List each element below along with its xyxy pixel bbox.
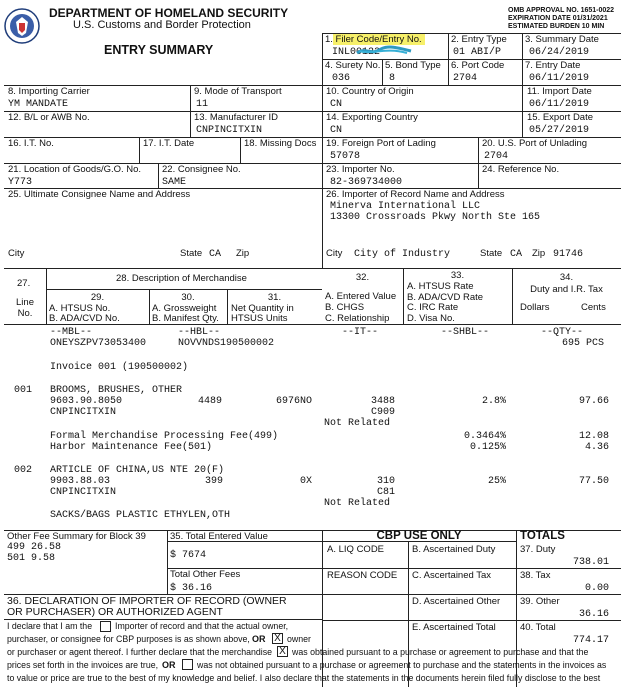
fee-hmf-rate[interactable]: 0.125% bbox=[469, 442, 506, 453]
declaration-line-1a: I declare that I am the bbox=[7, 621, 93, 631]
entry-type-label: 2. Entry Type bbox=[451, 34, 507, 45]
line-001-gross[interactable]: 4489 bbox=[198, 396, 223, 407]
port-code-label: 6. Port Code bbox=[451, 60, 505, 71]
uc-zip-label: Zip bbox=[236, 248, 250, 259]
line-002-subdesc: SACKS/BAGS PLASTIC ETHYLEN,OTH bbox=[50, 510, 231, 521]
redaction-scribble bbox=[355, 45, 413, 57]
it-no-label: 16. I.T. No. bbox=[8, 138, 54, 149]
col-29a-label: A. HTSUS No. bbox=[49, 303, 111, 314]
line-002-desc: ARTICLE OF CHINA,US NTE 20(F) bbox=[50, 465, 225, 476]
ior-state-label: State bbox=[480, 248, 503, 259]
grand-total-value[interactable]: 774.17 bbox=[572, 635, 609, 646]
col-28-label: 28. Description of Merchandise bbox=[116, 273, 247, 284]
total-other-fees-label: Total Other Fees bbox=[170, 569, 241, 580]
line-001-hts[interactable]: 9603.90.8050 bbox=[50, 396, 123, 407]
line-002-net[interactable]: 0X bbox=[300, 476, 313, 487]
line-001-mfr: CNPINCITXIN bbox=[50, 407, 117, 418]
line-002-no: 002 bbox=[14, 465, 33, 476]
line-001-value[interactable]: 3488 bbox=[370, 396, 395, 407]
col-line-label: Line bbox=[16, 297, 34, 308]
declaration-line-5: to value or price are true to the best of my knowledge and belief. I also declare that the statements in the documents herein filed fully disclose to the best bbox=[7, 673, 601, 683]
declaration-line-1b: Importer of record and that the actual owner, bbox=[115, 621, 289, 631]
entry-date-label: 7. Entry Date bbox=[525, 60, 581, 71]
ior-state-value[interactable]: CA bbox=[510, 249, 523, 260]
shbl-heading: --SHBL-- bbox=[441, 327, 490, 338]
other-total-label: 39. Other bbox=[520, 596, 560, 607]
ascertained-duty-label: B. Ascertained Duty bbox=[412, 544, 496, 555]
bl-awb-label: 12. B/L or AWB No. bbox=[8, 112, 90, 123]
mode-of-transport-value[interactable]: 11 bbox=[196, 99, 209, 110]
invoice-line: Invoice 001 (190500002) bbox=[50, 362, 189, 373]
declaration-line-3a: or purchaser or agent thereof. I further declare that the merchandise bbox=[7, 647, 273, 657]
importer-checkbox[interactable] bbox=[100, 621, 111, 632]
surety-no-label: 4. Surety No. bbox=[325, 60, 381, 71]
import-date-label: 11. Import Date bbox=[527, 86, 592, 97]
qty-value[interactable]: 695 PCS bbox=[562, 338, 605, 349]
ascertained-other-label: D. Ascertained Other bbox=[412, 596, 501, 607]
ultimate-consignee-label: 25. Ultimate Consignee Name and Address bbox=[8, 189, 191, 200]
col-33b-label: B. ADA/CVD Rate bbox=[407, 292, 484, 303]
fee-mpf-desc: Formal Merchandise Processing Fee(499) bbox=[50, 431, 279, 442]
col-29-label: 29. bbox=[90, 292, 105, 303]
col-30b-label: B. Manifest Qty. bbox=[152, 313, 219, 324]
ior-city-value[interactable]: City of Industry bbox=[354, 249, 451, 260]
col-31a-label: Net Quantity in bbox=[231, 303, 294, 314]
total-entered-value-label: 35. Total Entered Value bbox=[170, 531, 268, 542]
manufacturer-id-value[interactable]: CNPINCITXIN bbox=[196, 125, 263, 136]
ior-zip-label: Zip bbox=[532, 248, 546, 259]
col-30a-label: A. Grossweight bbox=[152, 303, 217, 314]
qty-heading: --QTY-- bbox=[541, 327, 584, 338]
mode-of-transport-label: 9. Mode of Transport bbox=[194, 86, 282, 97]
country-of-origin-label: 10. Country of Origin bbox=[326, 86, 414, 97]
owner-checkbox[interactable]: X bbox=[272, 633, 283, 644]
col-33a-label: A. HTSUS Rate bbox=[407, 281, 474, 292]
form-title: ENTRY SUMMARY bbox=[104, 43, 214, 57]
col-no-label: No. bbox=[17, 308, 33, 319]
ior-address-value[interactable]: 13300 Crossroads Pkwy North Ste 165 bbox=[330, 212, 541, 223]
port-code-value[interactable]: 2704 bbox=[453, 73, 478, 84]
agency-name: DEPARTMENT OF HOMELAND SECURITY bbox=[49, 6, 289, 20]
col-34-title: Duty and I.R. Tax bbox=[530, 284, 603, 295]
ascertained-tax-label: C. Ascertained Tax bbox=[412, 570, 492, 581]
declaration-line-3b: was obtained pursuant to a purchase or agreement to purchase and that the bbox=[292, 647, 589, 657]
ascertained-total-label: E. Ascertained Total bbox=[412, 622, 496, 633]
declaration-line-2: purchaser, or consignee for CBP purposes is as shown above, bbox=[7, 634, 250, 644]
dhs-seal-icon bbox=[4, 8, 40, 44]
col-dollars-label: Dollars bbox=[520, 302, 550, 313]
manufacturer-id-label: 13. Manufacturer ID bbox=[194, 112, 278, 123]
fee-hmf-amount[interactable]: 4.36 bbox=[584, 442, 609, 453]
line-001-duty[interactable]: 97.66 bbox=[578, 396, 609, 407]
foreign-port-value[interactable]: 57078 bbox=[330, 151, 361, 162]
total-other-fees-value[interactable]: $ 36.16 bbox=[170, 583, 213, 594]
fee-hmf-desc: Harbor Maintenance Fee(501) bbox=[50, 442, 213, 453]
declaration-heading-2: OR PURCHASER) OR AUTHORIZED AGENT bbox=[7, 606, 223, 618]
line-002-hts[interactable]: 9903.88.03 bbox=[50, 476, 111, 487]
totals-heading: TOTALS bbox=[520, 530, 565, 542]
exporting-country-label: 14. Exporting Country bbox=[326, 112, 418, 123]
col-cents-label: Cents bbox=[581, 302, 606, 313]
entry-type-value[interactable]: 01 ABI/P bbox=[453, 47, 502, 58]
missing-docs-label: 18. Missing Docs bbox=[244, 138, 317, 149]
declaration-line-4a: prices set forth in the invoices are true, bbox=[7, 660, 159, 670]
line-001-chgs[interactable]: C909 bbox=[370, 407, 395, 418]
col-33d-label: D. Visa No. bbox=[407, 313, 455, 324]
uc-state-value[interactable]: CA bbox=[209, 249, 222, 260]
or-text-2: OR bbox=[162, 660, 176, 670]
consignee-no-value[interactable]: SAME bbox=[162, 177, 187, 188]
duty-total-label: 37. Duty bbox=[520, 544, 556, 555]
line-001-net[interactable]: 6976NO bbox=[276, 396, 313, 407]
line-001-no: 001 bbox=[14, 385, 33, 396]
importing-carrier-label: 8. Importing Carrier bbox=[8, 86, 90, 97]
import-date-value[interactable]: 06/11/2019 bbox=[529, 99, 590, 110]
line-001-relationship[interactable]: Not Related bbox=[324, 418, 391, 429]
col-33-label: 33. bbox=[450, 270, 465, 281]
uc-state-label: State bbox=[180, 248, 203, 259]
line-002-mfr: CNPINCITXIN bbox=[50, 487, 117, 498]
col-32c-label: C. Relationship bbox=[325, 313, 390, 324]
summary-date-label: 3. Summary Date bbox=[525, 34, 599, 45]
filer-code-value[interactable]: INL00122 bbox=[332, 47, 381, 58]
line-001-desc: BROOMS, BRUSHES, OTHER bbox=[50, 385, 183, 396]
entry-date-value[interactable]: 06/11/2019 bbox=[529, 73, 590, 84]
total-entered-value[interactable]: $ 7674 bbox=[170, 550, 207, 561]
col-29b-label: B. ADA/CVD No. bbox=[49, 313, 120, 324]
reason-code-label: REASON CODE bbox=[327, 570, 398, 581]
col-32-label: 32. bbox=[355, 272, 370, 283]
other-fee-summary-label: Other Fee Summary for Block 39 bbox=[7, 531, 146, 542]
duty-total-value[interactable]: 738.01 bbox=[572, 557, 609, 568]
fee-mpf-amount[interactable]: 12.08 bbox=[578, 431, 609, 442]
export-date-label: 15. Export Date bbox=[527, 112, 594, 123]
other-total-value[interactable]: 36.16 bbox=[578, 609, 609, 620]
line-001-rate[interactable]: 2.8% bbox=[481, 396, 506, 407]
consignee-no-label: 22. Consignee No. bbox=[162, 164, 241, 175]
cbp-use-only-heading: CBP USE ONLY bbox=[376, 530, 462, 542]
liq-code-label: A. LIQ CODE bbox=[327, 544, 385, 555]
omb-line-1: OMB APPROVAL NO. 1651-0022 bbox=[508, 7, 615, 14]
importer-no-value[interactable]: 82-369734000 bbox=[330, 177, 403, 188]
or-text-1: OR bbox=[252, 634, 266, 644]
reference-no-label: 24. Reference No. bbox=[482, 164, 560, 175]
export-date-value[interactable]: 05/27/2019 bbox=[529, 125, 590, 136]
owner-label: owner bbox=[287, 634, 311, 644]
col-31b-label: HTSUS Units bbox=[231, 313, 288, 324]
col-34-label: 34. bbox=[559, 272, 574, 283]
country-of-origin-value[interactable]: CN bbox=[330, 99, 343, 110]
surety-no-value[interactable]: 036 bbox=[332, 73, 351, 84]
it-date-label: 17. I.T. Date bbox=[143, 138, 195, 149]
other-fee-499[interactable]: 499 26.58 bbox=[7, 542, 62, 553]
hbl-heading: --HBL-- bbox=[178, 327, 221, 338]
uc-city-label: City bbox=[8, 248, 25, 259]
foreign-port-label: 19. Foreign Port of Lading bbox=[326, 138, 436, 149]
obtained-purchase-checkbox[interactable]: X bbox=[277, 646, 288, 657]
other-fee-501[interactable]: 501 9.58 bbox=[7, 553, 56, 564]
declaration-heading-1: 36. DECLARATION OF IMPORTER OF RECORD (OWNER bbox=[7, 595, 287, 607]
summary-date-value[interactable]: 06/24/2019 bbox=[529, 47, 590, 58]
location-of-goods-label: 21. Location of Goods/G.O. No. bbox=[8, 164, 142, 175]
us-port-label: 20. U.S. Port of Unlading bbox=[482, 138, 588, 149]
line-002-gross[interactable]: 399 bbox=[205, 476, 224, 487]
declaration-line-4b: was not obtained pursuant to a purchase or agreement to purchase and the statements in the invoices as bbox=[197, 660, 607, 670]
subagency-name: U.S. Customs and Border Protection bbox=[73, 19, 251, 31]
it-heading: --IT-- bbox=[342, 327, 379, 338]
col-33c-label: C. IRC Rate bbox=[407, 302, 459, 313]
line-002-value[interactable]: 310 bbox=[376, 476, 395, 487]
ior-city-label: City bbox=[326, 248, 343, 259]
col-32a-label: A. Entered Value bbox=[325, 291, 397, 302]
us-port-value[interactable]: 2704 bbox=[484, 151, 509, 162]
bond-type-value[interactable]: 8 bbox=[389, 73, 396, 84]
exporting-country-value[interactable]: CN bbox=[330, 125, 343, 136]
hbl-value[interactable]: NOVVNDS190500002 bbox=[178, 338, 275, 349]
tax-total-value[interactable]: 0.00 bbox=[584, 583, 609, 594]
line-002-chgs[interactable]: C81 bbox=[376, 487, 395, 498]
line-002-duty[interactable]: 77.50 bbox=[578, 476, 609, 487]
fee-mpf-rate[interactable]: 0.3464% bbox=[463, 431, 506, 442]
line-002-rate[interactable]: 25% bbox=[487, 476, 506, 487]
filer-code-label: 1. Filer Code/Entry No. bbox=[325, 34, 422, 45]
omb-line-3: ESTIMATED BURDEN 10 MIN bbox=[508, 23, 605, 30]
grand-total-label: 40. Total bbox=[520, 622, 556, 633]
col-31-label: 31. bbox=[267, 292, 282, 303]
ior-name-value[interactable]: Minerva International LLC bbox=[330, 201, 481, 212]
ior-zip-value[interactable]: 91746 bbox=[553, 249, 584, 260]
bond-type-label: 5. Bond Type bbox=[385, 60, 441, 71]
not-obtained-purchase-checkbox[interactable] bbox=[182, 659, 193, 670]
mbl-value[interactable]: ONEYSZPV73053400 bbox=[50, 338, 147, 349]
col-30-label: 30. bbox=[181, 292, 195, 303]
importer-no-label: 23. Importer No. bbox=[326, 164, 395, 175]
mbl-heading: --MBL-- bbox=[50, 327, 93, 338]
line-002-relationship[interactable]: Not Related bbox=[324, 498, 391, 509]
col-27-label: 27. bbox=[17, 278, 31, 289]
location-of-goods-value[interactable]: Y773 bbox=[8, 177, 33, 188]
omb-line-2: EXPIRATION DATE 01/31/2021 bbox=[508, 15, 608, 22]
importing-carrier-value[interactable]: YM MANDATE bbox=[8, 99, 69, 110]
tax-total-label: 38. Tax bbox=[520, 570, 551, 581]
col-32b-label: B. CHGS bbox=[325, 302, 365, 313]
importer-of-record-label: 26. Importer of Record Name and Address bbox=[326, 189, 505, 200]
